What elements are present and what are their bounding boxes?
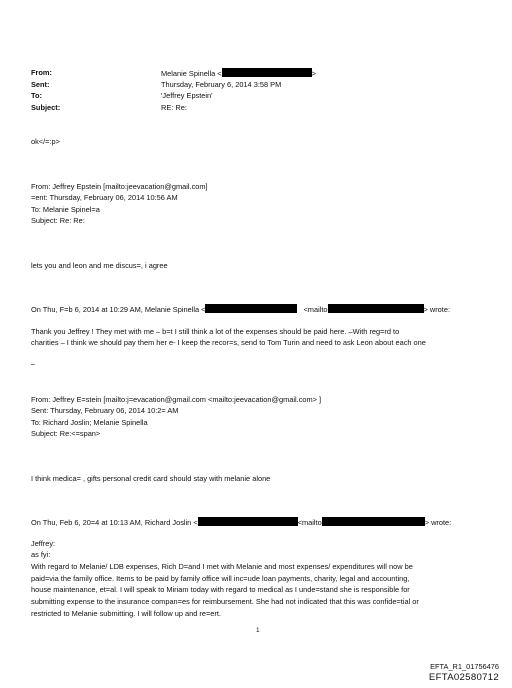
quote1-header: [31, 304, 450, 314]
msg1-subject: Subject: Re: Re:: [31, 216, 85, 225]
to-label: To:: [31, 91, 42, 100]
footer-id-secondary: EFTA02580712: [428, 672, 499, 683]
redaction-bar: [222, 68, 312, 77]
quote2-mailto: <mailto: [297, 518, 322, 527]
quote1-body-line: Thank you Jeffrey ! They met with me – b=t I still think a lot of the expenses should be paid here. –With reg=rd to: [31, 327, 400, 336]
quote1-mailto: <mailto: [303, 305, 328, 314]
quote2-greeting: Jeffrey:: [31, 539, 56, 548]
msg1-body: lets you and leon and me discus=, i agree: [31, 261, 168, 270]
from-suffix: >: [311, 69, 316, 78]
quote2-fyi: as fyi:: [31, 550, 51, 559]
msg1-from: From: Jeffrey Epstein [mailto:jeevacation@gmail.com]: [31, 182, 208, 191]
quote2-body-line: house maintenance, et=al. I will speak to Miriam today with regard to medical as I unde=stand she is responsible for: [31, 585, 410, 594]
redaction-bar: [205, 304, 297, 313]
quote2-body-line: paid=via the family office. Items to be paid by family office will inc=ude loan payments, charity, legal and accounting,: [31, 574, 410, 583]
redaction-bar: [322, 517, 425, 526]
msg2-sent: Sent: Thursday, February 06, 2014 10:2= AM: [31, 406, 179, 415]
quote1-prefix: On Thu, F=b 6, 2014 at 10:29 AM, Melanie Spinella <: [31, 305, 206, 314]
quote1-dash: –: [31, 359, 36, 368]
msg2-body: I think medica= , gifts personal credit card should stay with melanie alone: [31, 474, 271, 483]
sent-value: Thursday, February 6, 2014 3:58 PM: [161, 80, 282, 89]
msg2-to: To: Richard Joslin; Melanie Spinella: [31, 418, 148, 427]
page-number: 1: [256, 627, 260, 634]
from-value: [161, 68, 316, 78]
from-sender-name: Melanie Spinella <: [161, 69, 222, 78]
quote1-body-line: charities – I think we should pay them her e- I keep the recor=s, send to Tom Turin and need to ask Leon about each one: [31, 338, 426, 347]
quote2-suffix: > wrote:: [424, 518, 452, 527]
reply-body: ok</=:p>: [31, 137, 60, 146]
subject-value: RE: Re:: [161, 103, 187, 112]
msg2-subject: Subject: Re:<=span>: [31, 429, 101, 438]
msg1-sent: =ent: Thursday, February 06, 2014 10:56 AM: [31, 193, 178, 202]
redaction-bar: [328, 304, 424, 313]
quote2-body-line: submitting expense to the insurance compan=es for reimbursement. She had not indicated that this was confide=tial or: [31, 597, 419, 606]
redaction-bar: [198, 517, 298, 526]
from-label: From:: [31, 68, 52, 77]
msg1-to: To: Melanie Spinel=a: [31, 205, 100, 214]
quote2-prefix: On Thu, Feb 6, 20=4 at 10:13 AM, Richard Joslin <: [31, 518, 198, 527]
subject-label: Subject:: [31, 103, 61, 112]
sent-label: Sent:: [31, 80, 50, 89]
quote2-body-line: restricted to Melanie submitting. I will follow up and re=ert.: [31, 609, 221, 618]
quote2-header: [31, 517, 451, 527]
footer-id-primary: EFTA_R1_01756476: [430, 662, 499, 671]
quote2-body-line: With regard to Melanie/ LDB expenses, Rich D=and I met with Melanie and most expenses/ expenditures will now be: [31, 562, 413, 571]
to-value: 'Jeffrey Epstein': [161, 91, 213, 100]
quote1-suffix: > wrote:: [423, 305, 451, 314]
msg2-from: From: Jeffrey E=stein [mailto:j=evacation@gmail.com <mailto:jeevacation@gmail.com> ]: [31, 395, 322, 404]
